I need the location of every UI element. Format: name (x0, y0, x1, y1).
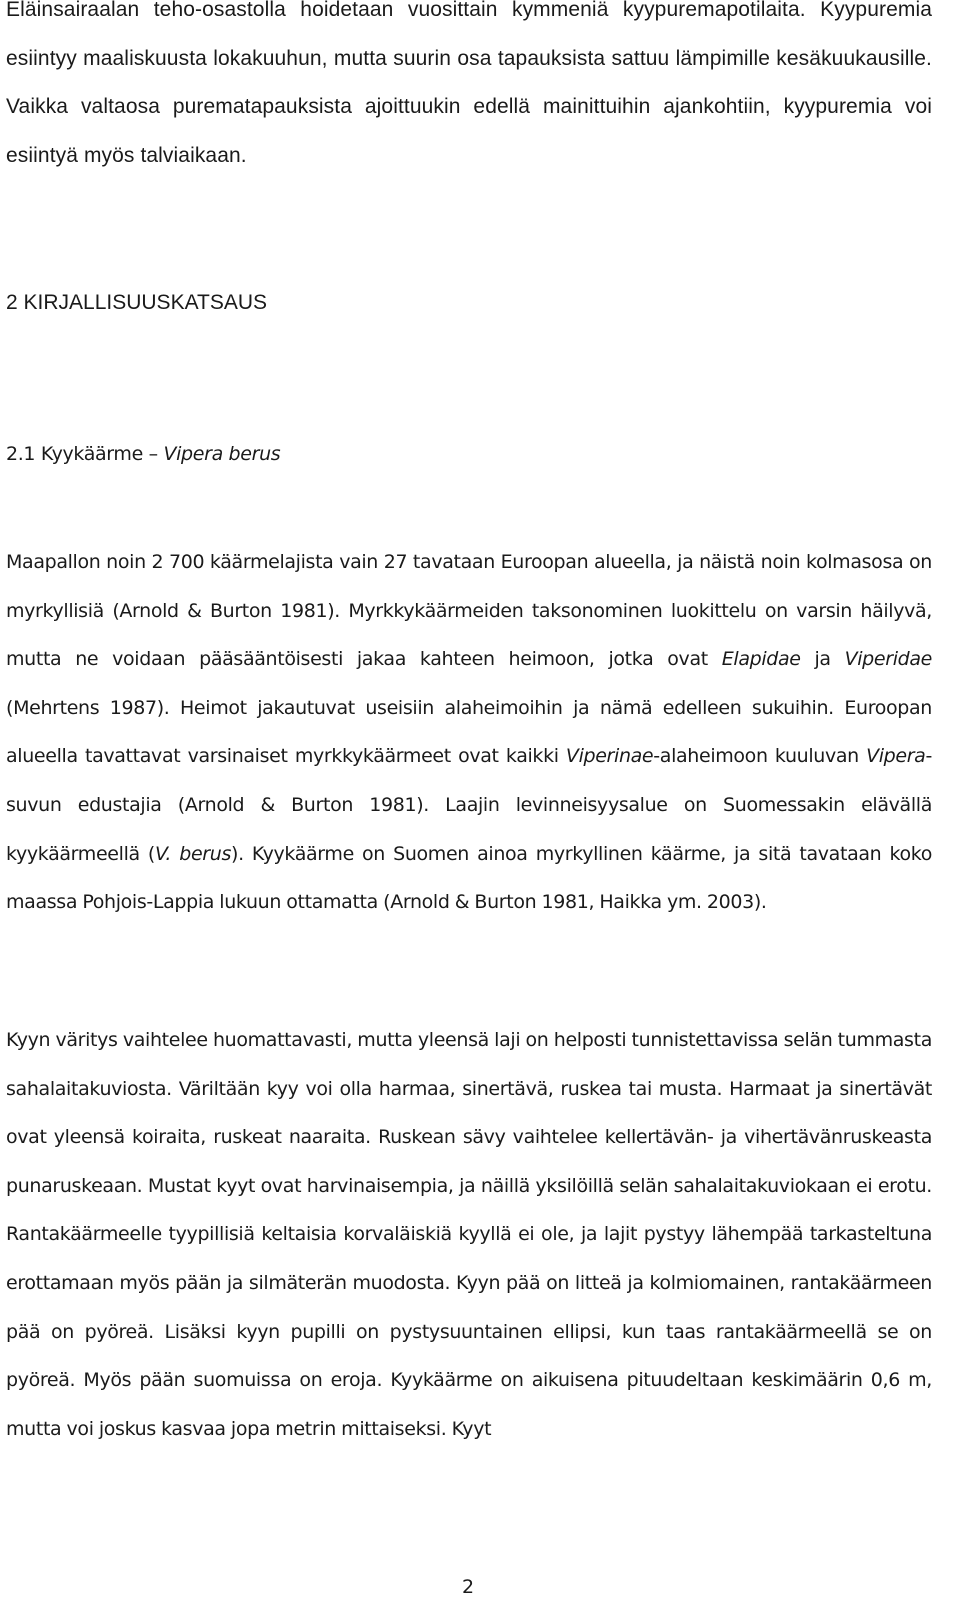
section-number: 2.1 (6, 443, 36, 465)
p1-viperinae: Viperinae (565, 745, 654, 768)
p1-viperidae: Viperidae (844, 648, 932, 671)
p1-text-5: ). Kyykäärme on Suomen ainoa myrkyllinen käärme, ja sitä tavataan koko maassa Pohjois-Lappia lukuun ottamatta (Arnold & Burton 1981, Haikka ym. 2003). (6, 842, 932, 914)
p1-vipera: Vipera (866, 745, 926, 768)
p1-ja: ja (814, 648, 831, 671)
intro-paragraph (6, 0, 932, 180)
paragraph-taxonomy (6, 538, 932, 927)
p1-text-1: Maapallon noin 2 700 käärmelajista vain 27 tavataan Euroopan alueella, ja näistä noin kolmasosa on myrkyllisiä (Arnold & Burton 1981). Myrkkykäärmeiden taksonominen luokittelu on varsin häilyvä, mutta ne voidaan pääsääntöisesti jakaa kahteen heimoon, jotka ovat (6, 551, 932, 671)
p1-v-berus: V. berus (154, 842, 231, 865)
page-number (0, 1572, 936, 1602)
p1-text-2: (Mehrtens 1987). Heimot jakautuvat useisiin alaheimoihin ja nämä edelleen sukuihin. Euroopan alueella tavattavat varsinaiset myrkkykäärmeet ovat kaikki (6, 696, 932, 768)
section-scientific-name: Vipera berus (163, 443, 281, 465)
p1-text-3: -alaheimoon kuuluvan (653, 745, 859, 768)
p1-elapidae: Elapidae (721, 648, 801, 671)
section-dash: – (148, 443, 158, 465)
page-number-text: 2 (461, 1576, 475, 1598)
chapter-heading (6, 288, 267, 318)
intro-text: Eläinsairaalan teho-osastolla hoidetaan vuosittain kymmeniä kyypuremapotilaita. Kyypuremia esiintyy maaliskuusta lokakuuhun, mutta suurin osa tapauksista sattuu lämpimille kesäkuukausille. Vaikka valtaosa purematapauksista ajoittuukin edellä mainittuihin ajankohtiin, kyypuremia voi esiintyä myös talviaikaan. (6, 0, 932, 167)
chapter-heading-text: 2 KIRJALLISUUSKATSAUS (6, 291, 268, 314)
section-title: Kyykäärme (40, 443, 143, 465)
p1-text-4: -suvun edustajia (Arnold & Burton 1981). Laajin levinneisyysalue on Suomessakin elävällä kyykäärmeellä ( (6, 745, 932, 865)
paragraph-appearance (6, 1016, 932, 1453)
section-heading (6, 439, 280, 469)
p2-text: Kyyn väritys vaihtelee huomattavasti, mutta yleensä laji on helposti tunnistettavissa selän tummasta sahalaitakuviosta. Väriltään kyy voi olla harmaa, sinertävä, ruskea tai musta. Harmaat ja sinertävät ovat yleensä koiraita, ruskeat naaraita. Ruskean sävy vaihtelee kellertävän- ja vihertävänruskeasta punaruskeaan. Mustat kyyt ovat harvinaisempia, ja näillä yksilöillä selän sahalaitakuviokaan ei erotu. Rantakäärmeelle tyypillisiä keltaisia korvaläiskiä kyyllä ei ole, ja lajit pystyy lähempää tarkasteltuna erottamaan myös pään ja silmäterän muodosta. Kyyn pää on litteä ja kolmiomainen, rantakäärmeen pää on pyöreä. Lisäksi kyyn pupilli on pystysuuntainen ellipsi, kun taas rantakäärmeellä se on pyöreä. Myös pään suomuissa on eroja. Kyykäärme on aikuisena pituudeltaan keskimäärin 0,6 m, mutta voi joskus kasvaa jopa metrin mittaiseksi. Kyyt (6, 1029, 932, 1440)
